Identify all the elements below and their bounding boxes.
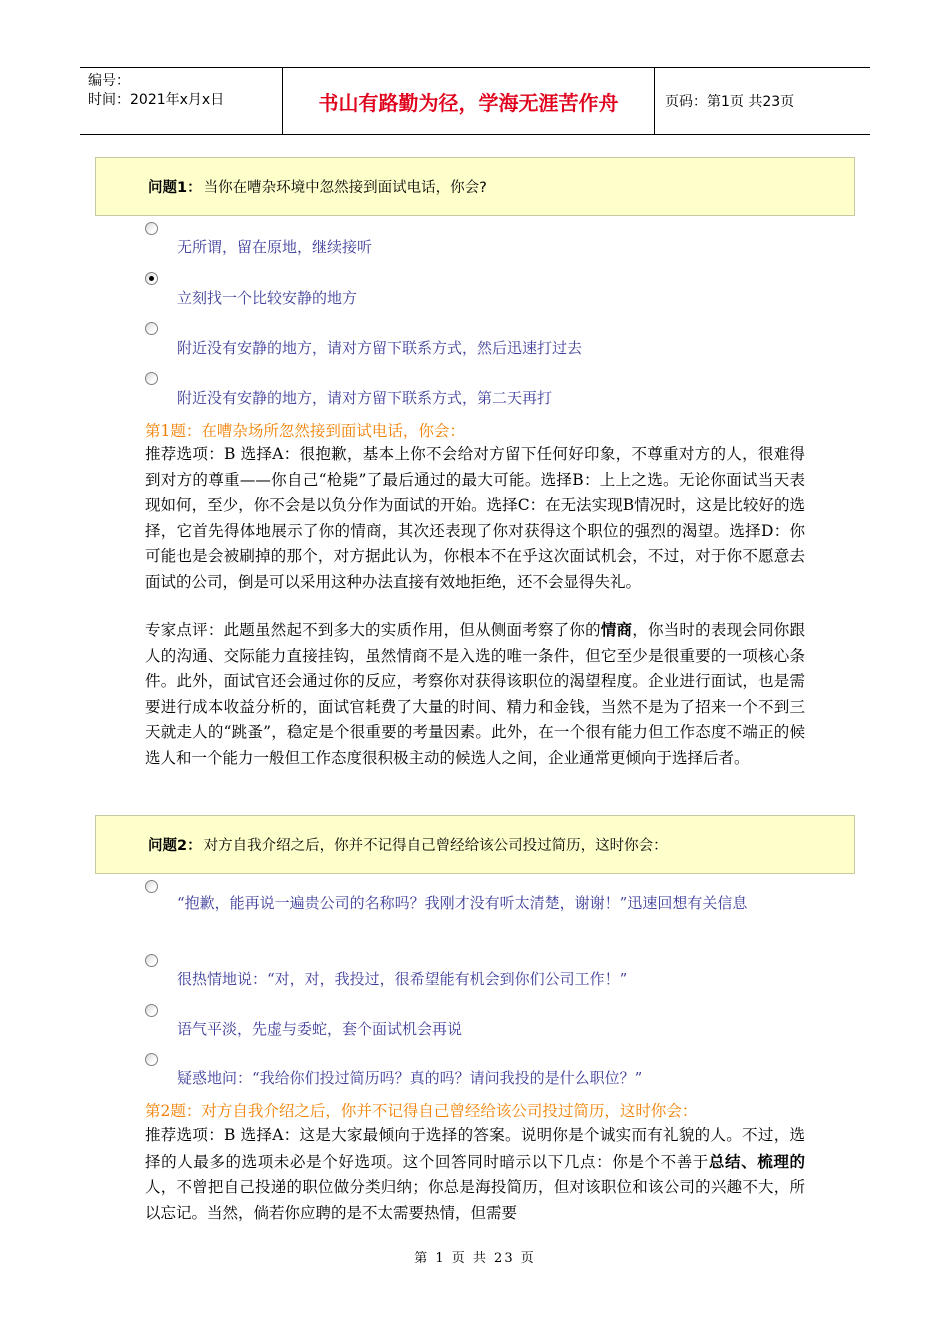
q1-option-a-radio[interactable] bbox=[145, 222, 158, 235]
q2-analysis-part-a: 推荐选项：B 选择A：这是大家最倾向于选择的答案。说明你是个诚实而有礼貌的人。不过，选择的人最多的选项未必是个好选项。这个回答同时暗示以下几点：你是个不善于 bbox=[145, 1126, 805, 1171]
header-page-info: 页码：第1页 共23页 bbox=[665, 94, 795, 110]
question-1-label: 问题1： bbox=[148, 180, 202, 196]
q1-comment-part-b: ，你当时的表现会同你跟人的沟通、交际能力直接挂钩，虽然情商不是入选的唯一条件，但它至少是很重要的一项核心条件。此外，面试官还会通过你的反应，考察你对获得该职位的渴望程度。企业进行面试，也是需要进行成本收益分析的，面试官耗费了大量的时间、精力和金钱，当然不是为了招来一个不到三天就走人的“跳蚤”，稳定是个很重要的考量因素。此外，在一个很有能力但工作态度不端正的候选人和一个能力一般但工作态度很积极主动的候选人之间，企业通常更倾向于选择后者。 bbox=[145, 621, 805, 767]
q1-analysis: 推荐选项：B 选择A：很抱歉，基本上你不会给对方留下任何好印象，不尊重对方的人，很难得到对方的尊重——你自己“枪毙”了最后通过的最大可能。选择B：上上之选。无论你面试当天表现如何，至少，你不会是以负分作为面试的开始。选择C：在无法实现B情况时，这是比较好的选择，它首先得体地展示了你的情商，其次还表现了你对获得这个职位的强烈的渴望。选择D：你可能也是会被刷掉的那个，对方据此认为，你根本不在乎这次面试机会，不过，对于你不愿意去面试的公司，倒是可以采用这种办法直接有效地拒绝，还不会显得失礼。 bbox=[145, 445, 805, 591]
question-2-label: 问题2： bbox=[148, 838, 202, 854]
q2-option-d-radio[interactable] bbox=[145, 1053, 158, 1066]
question-2-box bbox=[95, 815, 855, 874]
q1-comment-bold: 情商 bbox=[600, 620, 633, 639]
header-date: 时间：2021年x月x日 bbox=[88, 92, 225, 108]
document-header bbox=[80, 67, 870, 135]
question-1-text: 当你在嘈杂环境中忽然接到面试电话，你会? bbox=[203, 180, 487, 196]
q1-option-c-radio[interactable] bbox=[145, 322, 158, 335]
header-number: 编号： bbox=[88, 73, 130, 89]
q2-analysis-part-b: 人，不曾把自己投递的职位做分类归纳；你总是海投简历，但对该职位和该公司的兴趣不大，所以忘记。当然，倘若你应聘的是不太需要热情，但需要 bbox=[145, 1178, 805, 1222]
q2-option-c-radio[interactable] bbox=[145, 1004, 158, 1017]
q2-option-d-label[interactable]: 疑惑地问：“我给你们投过简历吗？真的吗？请问我投的是什么职位？” bbox=[177, 1069, 643, 1087]
q2-answer-title: 第2题：对方自我介绍之后，你并不记得自己曾经给该公司投过简历，这时你会： bbox=[145, 1102, 698, 1120]
q1-option-d-label[interactable]: 附近没有安静的地方，请对方留下联系方式，第二天再打 bbox=[177, 389, 553, 407]
header-motto: 书山有路勤为径，学海无涯苦作舟 bbox=[318, 90, 619, 115]
q1-answer-title: 第1题：在嘈杂场所忽然接到面试电话，你会： bbox=[145, 422, 465, 440]
q1-option-d-radio[interactable] bbox=[145, 372, 158, 385]
question-2-text: 对方自我介绍之后，你并不记得自己曾经给该公司投过简历，这时你会： bbox=[203, 838, 668, 854]
q1-expert-comment bbox=[145, 617, 805, 772]
q1-option-b-label[interactable]: 立刻找一个比较安静的地方 bbox=[177, 289, 358, 307]
q2-option-c-label[interactable]: 语气平淡，先虚与委蛇，套个面试机会再说 bbox=[177, 1020, 463, 1038]
page-footer: 第 1 页 共 23 页 bbox=[414, 1251, 536, 1266]
q2-analysis bbox=[145, 1123, 805, 1226]
q2-option-b-radio[interactable] bbox=[145, 954, 158, 967]
q1-comment-part-a: 专家点评：此题虽然起不到多大的实质作用，但从侧面考察了你的 bbox=[145, 621, 601, 639]
header-motto-cell bbox=[283, 68, 655, 134]
header-meta bbox=[80, 68, 283, 134]
question-1-box bbox=[95, 157, 855, 216]
q2-option-b-label[interactable]: 很热情地说：“对，对，我投过，很希望能有机会到你们公司工作！” bbox=[177, 970, 628, 988]
q1-option-c-label[interactable]: 附近没有安静的地方，请对方留下联系方式，然后迅速打过去 bbox=[177, 339, 583, 357]
q2-option-a-label[interactable]: “抱歉，能再说一遍贵公司的名称吗？我刚才没有听太清楚，谢谢！”迅速回想有关信息 bbox=[177, 894, 748, 912]
q1-option-b-radio[interactable] bbox=[145, 272, 158, 285]
q1-option-a-label[interactable]: 无所谓，留在原地，继续接听 bbox=[177, 238, 373, 256]
q2-analysis-bold: 总结、梳理的 bbox=[708, 1151, 805, 1171]
